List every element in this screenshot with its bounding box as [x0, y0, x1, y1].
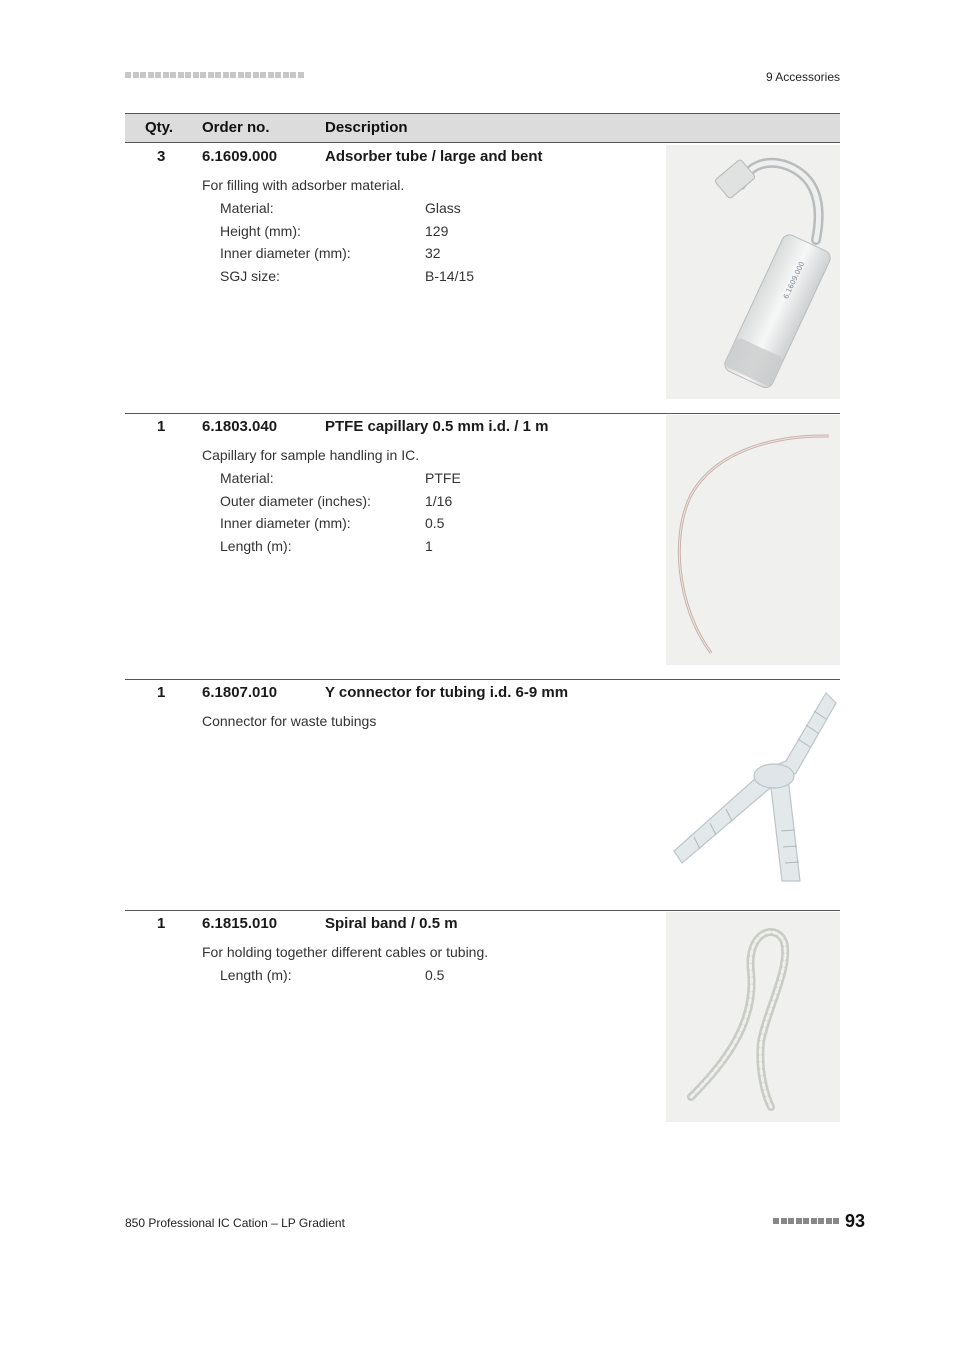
spec-value: 129: [425, 222, 449, 239]
spec-label: Inner diameter (mm):: [220, 245, 351, 261]
y-connector-image: [666, 681, 840, 891]
table-row: [125, 413, 840, 679]
spec-value: 1: [425, 537, 433, 554]
qty-cell: 1: [157, 684, 166, 701]
qty-cell: 3: [157, 148, 166, 165]
spec-row: [220, 470, 520, 493]
ptfe-capillary-image: [666, 415, 840, 665]
item-title: Adsorber tube / large and bent: [325, 148, 543, 165]
spec-list: [220, 967, 520, 990]
spec-value: 1/16: [425, 492, 453, 509]
spec-value: 0.5: [425, 515, 445, 531]
header-description: Description: [325, 119, 408, 136]
spec-label: Material:: [220, 470, 274, 486]
spec-label: Inner diameter (mm):: [220, 515, 351, 531]
table-row: [125, 143, 840, 413]
spec-label: Length (m):: [220, 537, 292, 554]
adsorber-tube-image: [666, 145, 840, 399]
spec-row: [220, 223, 520, 246]
spec-row: [220, 200, 520, 223]
spec-row: [220, 268, 520, 291]
order-number: 6.1803.040: [202, 418, 278, 435]
header-decoration: [125, 72, 307, 80]
spiral-band-image: [666, 912, 840, 1122]
spec-value: 32: [425, 245, 441, 261]
table-row: [125, 910, 840, 1137]
spec-label: Length (m):: [220, 967, 292, 983]
spec-value: PTFE: [425, 470, 461, 486]
table-header: [125, 113, 840, 143]
order-number: 6.1609.000: [202, 148, 278, 165]
document-title: 850 Professional IC Cation – LP Gradient: [125, 1216, 345, 1230]
item-description: For filling with adsorber material.: [202, 177, 405, 193]
header-order-no: Order no.: [202, 119, 270, 136]
spec-row: [220, 967, 520, 990]
order-number: 6.1807.010: [202, 684, 278, 701]
spec-label: Material:: [220, 200, 274, 216]
section-title: 9 Accessories: [765, 70, 840, 84]
spec-value: Glass: [425, 200, 461, 216]
spec-label: SGJ size:: [220, 267, 280, 284]
qty-cell: 1: [157, 915, 166, 932]
spec-row: [220, 515, 520, 538]
header-qty: Qty.: [145, 119, 174, 136]
table-row: [125, 679, 840, 910]
spec-list: [220, 470, 520, 560]
spec-value: 0.5: [425, 967, 445, 983]
spec-label: Outer diameter (inches):: [220, 492, 371, 509]
page-number: 93: [845, 1211, 866, 1231]
qty-cell: 1: [157, 418, 166, 435]
item-title: Y connector for tubing i.d. 6-9 mm: [325, 684, 569, 701]
item-description: Capillary for sample handling in IC.: [202, 447, 420, 463]
footer-decoration: [773, 1218, 839, 1224]
spec-value: B-14/15: [425, 267, 475, 284]
spec-list: [220, 200, 520, 290]
item-title: PTFE capillary 0.5 mm i.d. / 1 m: [325, 418, 549, 435]
item-description: For holding together different cables or tubing.: [202, 944, 489, 960]
item-description: Connector for waste tubings: [202, 713, 377, 729]
spec-label: Height (mm):: [220, 222, 301, 239]
spec-row: [220, 538, 520, 561]
spec-row: [220, 493, 520, 516]
order-number: 6.1815.010: [202, 915, 278, 932]
tube-print: 6.1609.000: [782, 260, 807, 301]
spec-row: [220, 245, 520, 268]
item-title: Spiral band / 0.5 m: [325, 915, 458, 932]
